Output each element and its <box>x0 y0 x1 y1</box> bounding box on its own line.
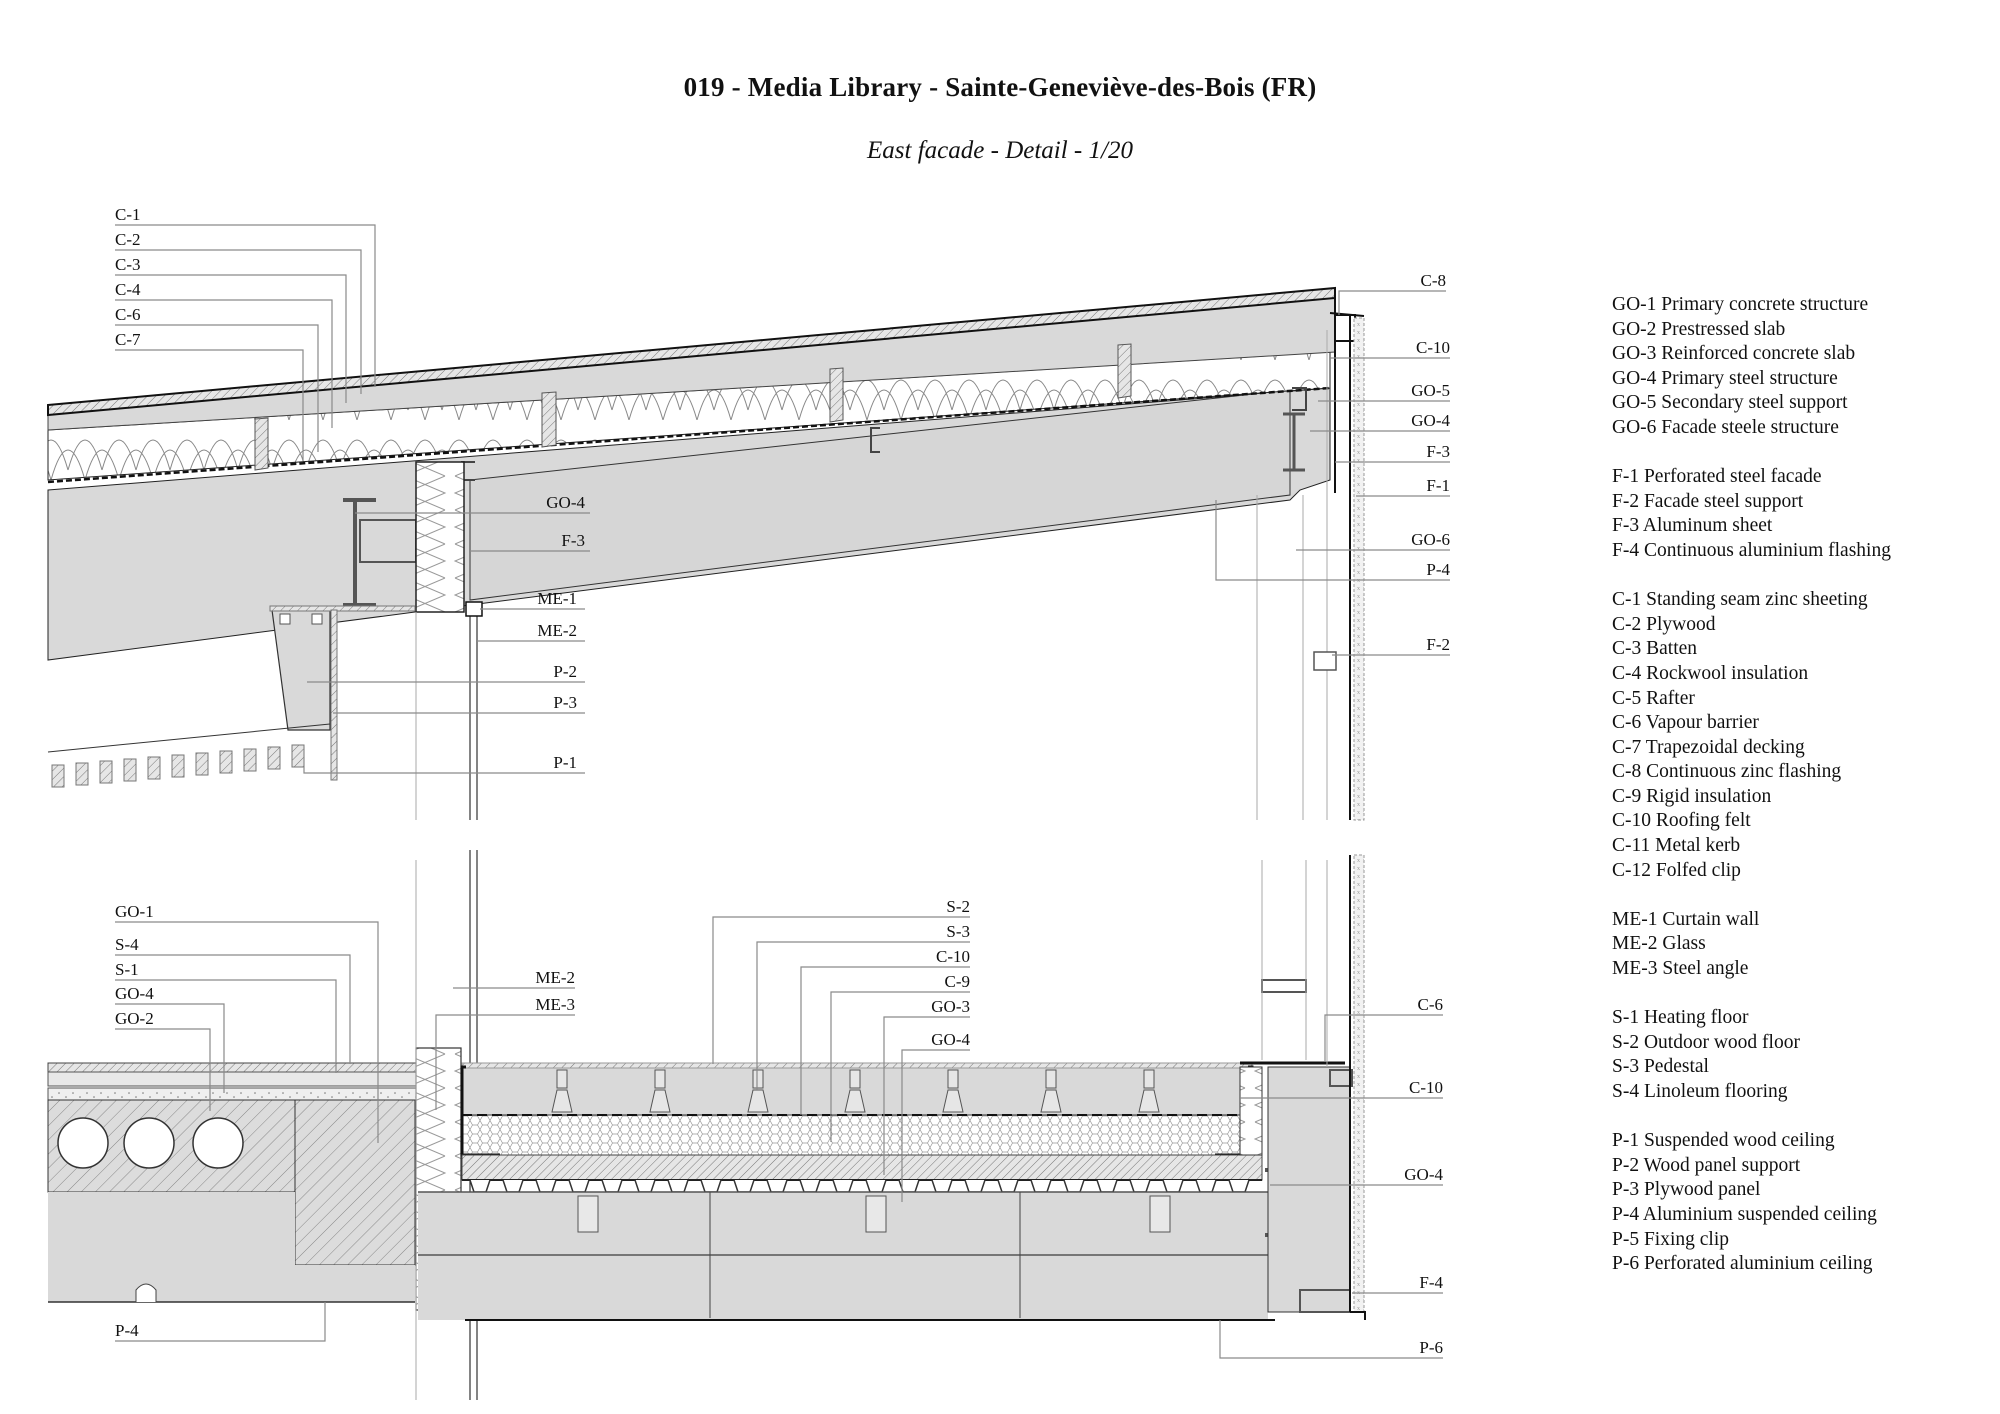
legend-item: C-6 Vapour barrier <box>1612 712 1759 734</box>
legend-item: P-4 Aluminium suspended ceiling <box>1612 1203 1877 1225</box>
legend-item: C-7 Trapezoidal decking <box>1612 736 1805 758</box>
perforated-facade <box>1354 318 1364 820</box>
callout-go5: GO-5 <box>1411 381 1450 400</box>
legend-item: GO-5 Secondary steel support <box>1612 392 1848 414</box>
callout-f4: F-4 <box>1419 1273 1443 1292</box>
drawing-subtitle: East facade - Detail - 1/20 <box>867 137 1133 164</box>
callout-c1: C-1 <box>115 205 141 224</box>
callout-f3-upper-right: F-3 <box>1426 442 1450 461</box>
callout-s1: S-1 <box>115 960 139 979</box>
callout-go6: GO-6 <box>1411 530 1450 549</box>
legend-item: C-8 Continuous zinc flashing <box>1612 761 1842 783</box>
callout-c10-lower-center: C-10 <box>936 947 970 966</box>
wood-slat-ceiling <box>52 745 304 787</box>
legend-item: C-3 Batten <box>1612 638 1698 660</box>
callout-c10-lower-right: C-10 <box>1409 1078 1443 1097</box>
callout-f1: F-1 <box>1426 476 1450 495</box>
legend-item: C-4 Rockwool insulation <box>1612 662 1809 684</box>
legend-item: F-3 Aluminum sheet <box>1612 515 1773 537</box>
legend-item: GO-4 Primary steel structure <box>1612 367 1838 389</box>
callout-f2: F-2 <box>1426 635 1450 654</box>
legend-item: P-1 Suspended wood ceiling <box>1612 1130 1835 1152</box>
legend-item: ME-2 Glass <box>1612 933 1706 955</box>
legend-item: GO-1 Primary concrete structure <box>1612 294 1869 315</box>
callout-me1: ME-1 <box>537 589 577 608</box>
callout-go1: GO-1 <box>115 902 154 921</box>
callout-p2: P-2 <box>553 662 577 681</box>
callout-p6: P-6 <box>1419 1338 1443 1357</box>
legend-item: P-2 Wood panel support <box>1612 1154 1801 1176</box>
legend-group-ceilings <box>1612 1129 1992 1277</box>
legend-item: ME-3 Steel angle <box>1612 958 1749 980</box>
legend-group-roof <box>1612 588 1992 883</box>
legend-item: S-4 Linoleum flooring <box>1612 1081 1788 1102</box>
legend-item: P-3 Plywood panel <box>1612 1179 1761 1201</box>
callout-c6-lower: C-6 <box>1417 995 1443 1014</box>
legend-item: P-5 Fixing clip <box>1612 1228 1730 1250</box>
callout-s3: S-3 <box>946 922 970 941</box>
lower-detail <box>48 850 1365 1400</box>
callout-f3-upper-left: F-3 <box>561 531 585 550</box>
callout-go4-lower-center: GO-4 <box>931 1030 970 1049</box>
callout-p1: P-1 <box>553 753 577 772</box>
callout-s2: S-2 <box>946 897 970 916</box>
material-legend <box>1612 293 1992 1301</box>
callout-go3: GO-3 <box>931 997 970 1016</box>
legend-item: GO-2 Prestressed slab <box>1612 318 1786 340</box>
rigid-insulation <box>462 1115 1252 1155</box>
callout-c9: C-9 <box>944 972 970 991</box>
callout-c4: C-4 <box>115 280 141 299</box>
legend-item: C-1 Standing seam zinc sheeting <box>1612 589 1868 611</box>
legend-item: S-2 Outdoor wood floor <box>1612 1031 1800 1053</box>
concrete-beam <box>295 1100 415 1265</box>
callout-go4-lower-left: GO-4 <box>115 984 154 1003</box>
legend-group-structure <box>1612 293 1992 441</box>
legend-item: F-4 Continuous aluminium flashing <box>1612 539 1891 561</box>
callout-s4: S-4 <box>115 935 139 954</box>
legend-group-joinery <box>1612 908 1992 982</box>
legend-item: C-5 Rafter <box>1612 687 1695 709</box>
legend-item: C-10 Roofing felt <box>1612 810 1751 832</box>
legend-item: S-3 Pedestal <box>1612 1056 1709 1078</box>
callout-c3: C-3 <box>115 255 141 274</box>
callout-me3: ME-3 <box>535 995 575 1014</box>
legend-item: GO-6 Facade steele structure <box>1612 416 1839 438</box>
callout-c6: C-6 <box>115 305 141 324</box>
legend-item: C-11 Metal kerb <box>1612 835 1741 857</box>
legend-item: F-1 Perforated steel facade <box>1612 466 1822 488</box>
legend-item: P-6 Perforated aluminium ceiling <box>1612 1253 1873 1275</box>
callout-go4-upper-right: GO-4 <box>1411 411 1450 430</box>
legend-item: ME-1 Curtain wall <box>1612 908 1760 930</box>
callout-c7: C-7 <box>115 330 141 349</box>
legend-item: C-2 Plywood <box>1612 613 1716 635</box>
legend-item: C-12 Folfed clip <box>1612 859 1741 881</box>
upper-detail <box>48 288 1364 820</box>
callout-p3: P-3 <box>553 693 577 712</box>
callout-p4-lower: P-4 <box>115 1321 139 1340</box>
legend-group-floors <box>1612 1006 1992 1104</box>
legend-group-facade <box>1612 465 1992 563</box>
callout-c8: C-8 <box>1420 271 1446 290</box>
callout-p4-upper: P-4 <box>1426 560 1450 579</box>
legend-item: S-1 Heating floor <box>1612 1007 1749 1029</box>
wall-insulation <box>416 462 464 612</box>
callout-c2: C-2 <box>115 230 141 249</box>
callout-me2-upper: ME-2 <box>537 621 577 640</box>
callout-go4-lower-right: GO-4 <box>1404 1165 1443 1184</box>
legend-item: C-9 Rigid insulation <box>1612 785 1772 807</box>
callout-go2: GO-2 <box>115 1009 154 1028</box>
callout-go4-upper: GO-4 <box>546 493 585 512</box>
legend-item: F-2 Facade steel support <box>1612 490 1804 512</box>
drawing-title: 019 - Media Library - Sainte-Geneviève-des-Bois (FR) <box>683 72 1317 102</box>
callout-me2-lower: ME-2 <box>535 968 575 987</box>
legend-item: GO-3 Reinforced concrete slab <box>1612 343 1856 365</box>
callout-c10-upper: C-10 <box>1416 338 1450 357</box>
